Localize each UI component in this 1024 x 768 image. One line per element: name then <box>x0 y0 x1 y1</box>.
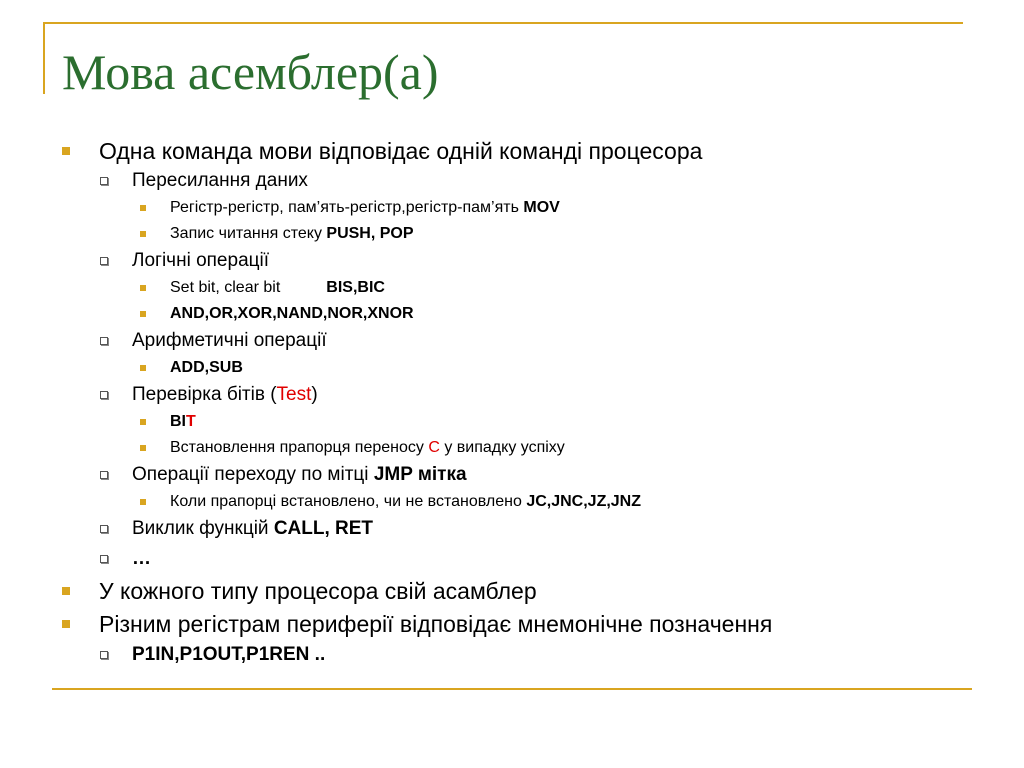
bullet-text-bold: CALL, RET <box>273 518 374 539</box>
square-bullet-icon <box>140 311 146 317</box>
bullet-item-level1 <box>62 609 772 639</box>
hollow-square-bullet-icon <box>100 391 108 399</box>
bullet-item-level2 <box>100 168 308 194</box>
bullet-item-level2 <box>100 546 151 572</box>
bullet-item-level1 <box>62 576 537 606</box>
bullet-text: у випадку успіху <box>439 439 565 456</box>
bullet-text: ) <box>311 384 318 405</box>
bullet-item-level3 <box>140 277 385 299</box>
bullet-text: Виклик функцій <box>132 518 274 539</box>
bullet-text: Одна команда мови відповідає одній команді процесора <box>99 137 703 164</box>
bullet-text: Коли прапорці встановлено, чи не встановлено <box>170 493 527 510</box>
bullet-item-level3 <box>140 223 414 245</box>
square-bullet-icon <box>62 620 70 628</box>
bullet-text: Арифметичні операції <box>132 330 327 351</box>
square-bullet-icon <box>62 587 70 595</box>
bullet-item-level2 <box>100 642 325 668</box>
bullet-item-level2 <box>100 516 373 542</box>
bullet-item-level3 <box>140 357 243 379</box>
bullet-item-level1 <box>62 136 702 166</box>
hollow-square-bullet-icon <box>100 257 108 265</box>
bullet-text: Різним регістрам периферії відповідає мнемонічне позначення <box>99 610 773 637</box>
bullet-text: Запис читання стеку <box>170 225 327 242</box>
bullet-item-level2 <box>100 382 318 408</box>
bullet-item-level3 <box>140 411 196 433</box>
bullet-text-bold: P1IN,P1OUT,P1REN .. <box>132 644 326 665</box>
bullet-text-bold: PUSH, POP <box>326 225 414 242</box>
bullet-text-bold: JC,JNC,JZ,JNZ <box>526 493 642 510</box>
hollow-square-bullet-icon <box>100 471 108 479</box>
hollow-square-bullet-icon <box>100 651 108 659</box>
bullet-text-bold: BI <box>170 413 186 430</box>
bullet-text-bold-red: T <box>186 413 196 430</box>
bullet-text: Пересилання даних <box>132 170 308 191</box>
square-bullet-icon <box>140 205 146 211</box>
square-bullet-icon <box>62 147 70 155</box>
slide-title: Мова асемблер(а) <box>62 44 439 100</box>
bullet-text: Операції переходу по мітці <box>132 464 374 485</box>
bullet-item-level3 <box>140 437 565 459</box>
bullet-item-level2 <box>100 328 327 354</box>
square-bullet-icon <box>140 365 146 371</box>
bullet-text-red: C <box>428 439 440 456</box>
bullet-item-level3 <box>140 197 560 219</box>
square-bullet-icon <box>140 499 146 505</box>
bullet-text: Set bit, clear bit <box>170 279 281 296</box>
square-bullet-icon <box>140 419 146 425</box>
hollow-square-bullet-icon <box>100 555 108 563</box>
bullet-text-bold: MOV <box>523 199 560 216</box>
square-bullet-icon <box>140 285 146 291</box>
bullet-text-bold: … <box>132 548 151 569</box>
hollow-square-bullet-icon <box>100 337 108 345</box>
bullet-item-level3 <box>140 303 414 325</box>
bullet-item-level2 <box>100 462 467 488</box>
bullet-text: Логічні операції <box>132 250 270 271</box>
bullet-text-red: Test <box>276 384 312 405</box>
bullet-item-level3 <box>140 491 641 513</box>
square-bullet-icon <box>140 231 146 237</box>
bullet-text-bold: BIS,BIC <box>326 279 385 296</box>
bullet-text: Регістр-регістр, пам’ять-регістр,регістр-пам’ять <box>170 199 524 216</box>
hollow-square-bullet-icon <box>100 177 108 185</box>
bullet-text-bold: AND,OR,XOR,NAND,NOR,XNOR <box>170 305 414 322</box>
bullet-item-level2 <box>100 248 269 274</box>
hollow-square-bullet-icon <box>100 525 108 533</box>
bullet-text-bold: JMP мітка <box>373 464 467 485</box>
bullet-text: У кожного типу процесора свій асамблер <box>99 577 537 604</box>
bullet-text: Встановлення прапорця переносу <box>170 439 429 456</box>
bullet-text-bold: ADD,SUB <box>170 359 243 376</box>
bullet-text: Перевірка бітів ( <box>132 384 277 405</box>
square-bullet-icon <box>140 445 146 451</box>
